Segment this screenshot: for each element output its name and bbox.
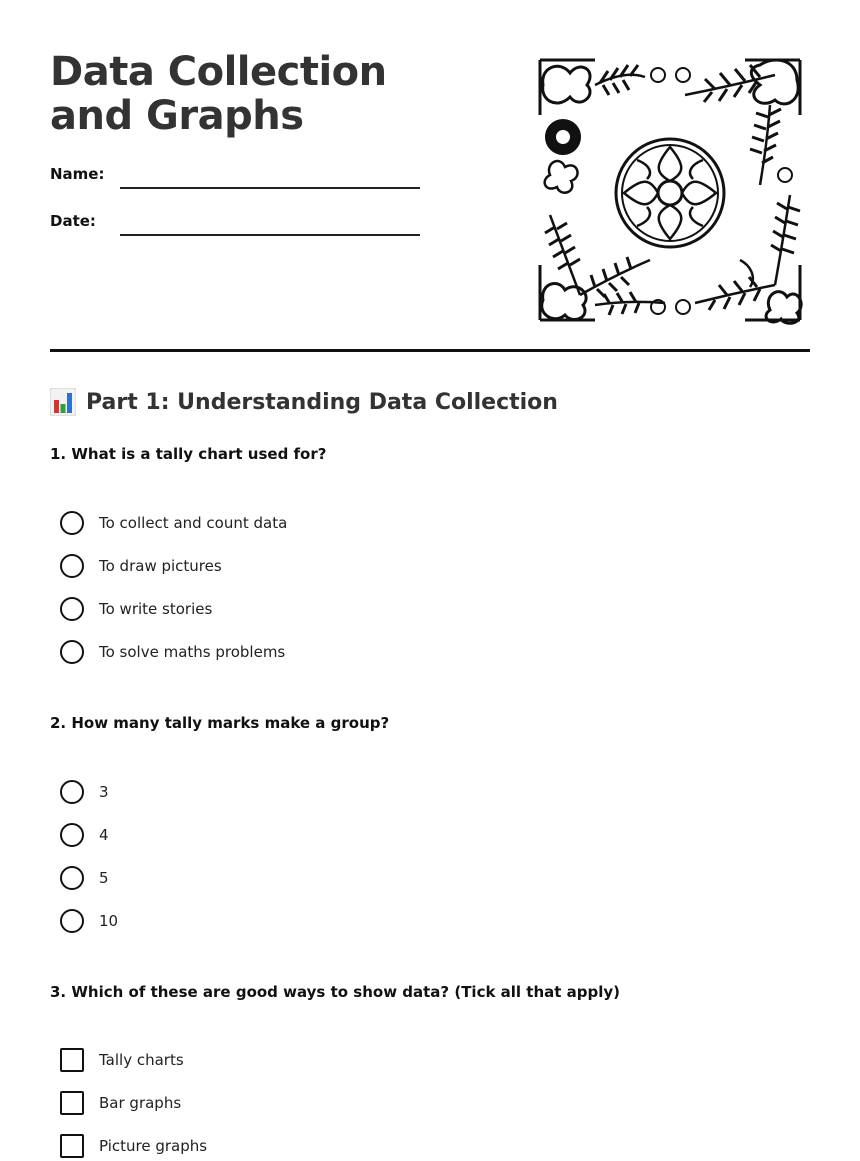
question-2-option-4[interactable] bbox=[60, 908, 118, 934]
option-label: To write stories bbox=[99, 600, 213, 618]
date-label: Date: bbox=[50, 212, 96, 230]
question-1-text: 1. What is a tally chart used for? bbox=[50, 445, 327, 463]
worksheet-title: Data Collection and Graphs bbox=[50, 49, 387, 139]
checkbox[interactable] bbox=[60, 1134, 84, 1158]
section-1-title-text: Part 1: Understanding Data Collection bbox=[86, 389, 558, 415]
question-2-option-1[interactable] bbox=[60, 779, 109, 805]
radio-button[interactable] bbox=[60, 511, 84, 535]
option-label: To collect and count data bbox=[99, 514, 288, 532]
option-label: To solve maths problems bbox=[99, 643, 286, 661]
radio-button[interactable] bbox=[60, 866, 84, 890]
ornament-frame-image bbox=[535, 55, 805, 325]
name-label: Name: bbox=[50, 165, 105, 183]
question-1-option-4[interactable] bbox=[60, 639, 285, 665]
question-3-option-3[interactable] bbox=[60, 1133, 207, 1159]
question-2-option-3[interactable] bbox=[60, 865, 109, 891]
question-3-option-1[interactable] bbox=[60, 1047, 184, 1073]
radio-button[interactable] bbox=[60, 640, 84, 664]
radio-button[interactable] bbox=[60, 554, 84, 578]
radio-button[interactable] bbox=[60, 780, 84, 804]
section-1-title bbox=[50, 388, 558, 416]
radio-button[interactable] bbox=[60, 597, 84, 621]
question-2-text: 2. How many tally marks make a group? bbox=[50, 714, 390, 732]
name-field[interactable] bbox=[120, 187, 420, 189]
option-label: 4 bbox=[99, 826, 109, 844]
option-label: Tally charts bbox=[99, 1051, 184, 1069]
date-field[interactable] bbox=[120, 234, 420, 236]
bar-chart-icon bbox=[50, 388, 76, 416]
option-label: Bar graphs bbox=[99, 1094, 182, 1112]
header-divider bbox=[50, 349, 810, 352]
radio-button[interactable] bbox=[60, 909, 84, 933]
question-1-option-1[interactable] bbox=[60, 510, 287, 536]
checkbox[interactable] bbox=[60, 1091, 84, 1115]
option-label: 10 bbox=[99, 912, 119, 930]
question-1-option-3[interactable] bbox=[60, 596, 212, 622]
option-label: 5 bbox=[99, 869, 109, 887]
option-label: Picture graphs bbox=[99, 1137, 208, 1155]
question-2-option-2[interactable] bbox=[60, 822, 109, 848]
option-label: To draw pictures bbox=[99, 557, 222, 575]
checkbox[interactable] bbox=[60, 1048, 84, 1072]
option-label: 3 bbox=[99, 783, 109, 801]
question-3-option-2[interactable] bbox=[60, 1090, 181, 1116]
radio-button[interactable] bbox=[60, 823, 84, 847]
question-3-text: 3. Which of these are good ways to show data? (Tick all that apply) bbox=[50, 983, 621, 1001]
question-1-option-2[interactable] bbox=[60, 553, 222, 579]
